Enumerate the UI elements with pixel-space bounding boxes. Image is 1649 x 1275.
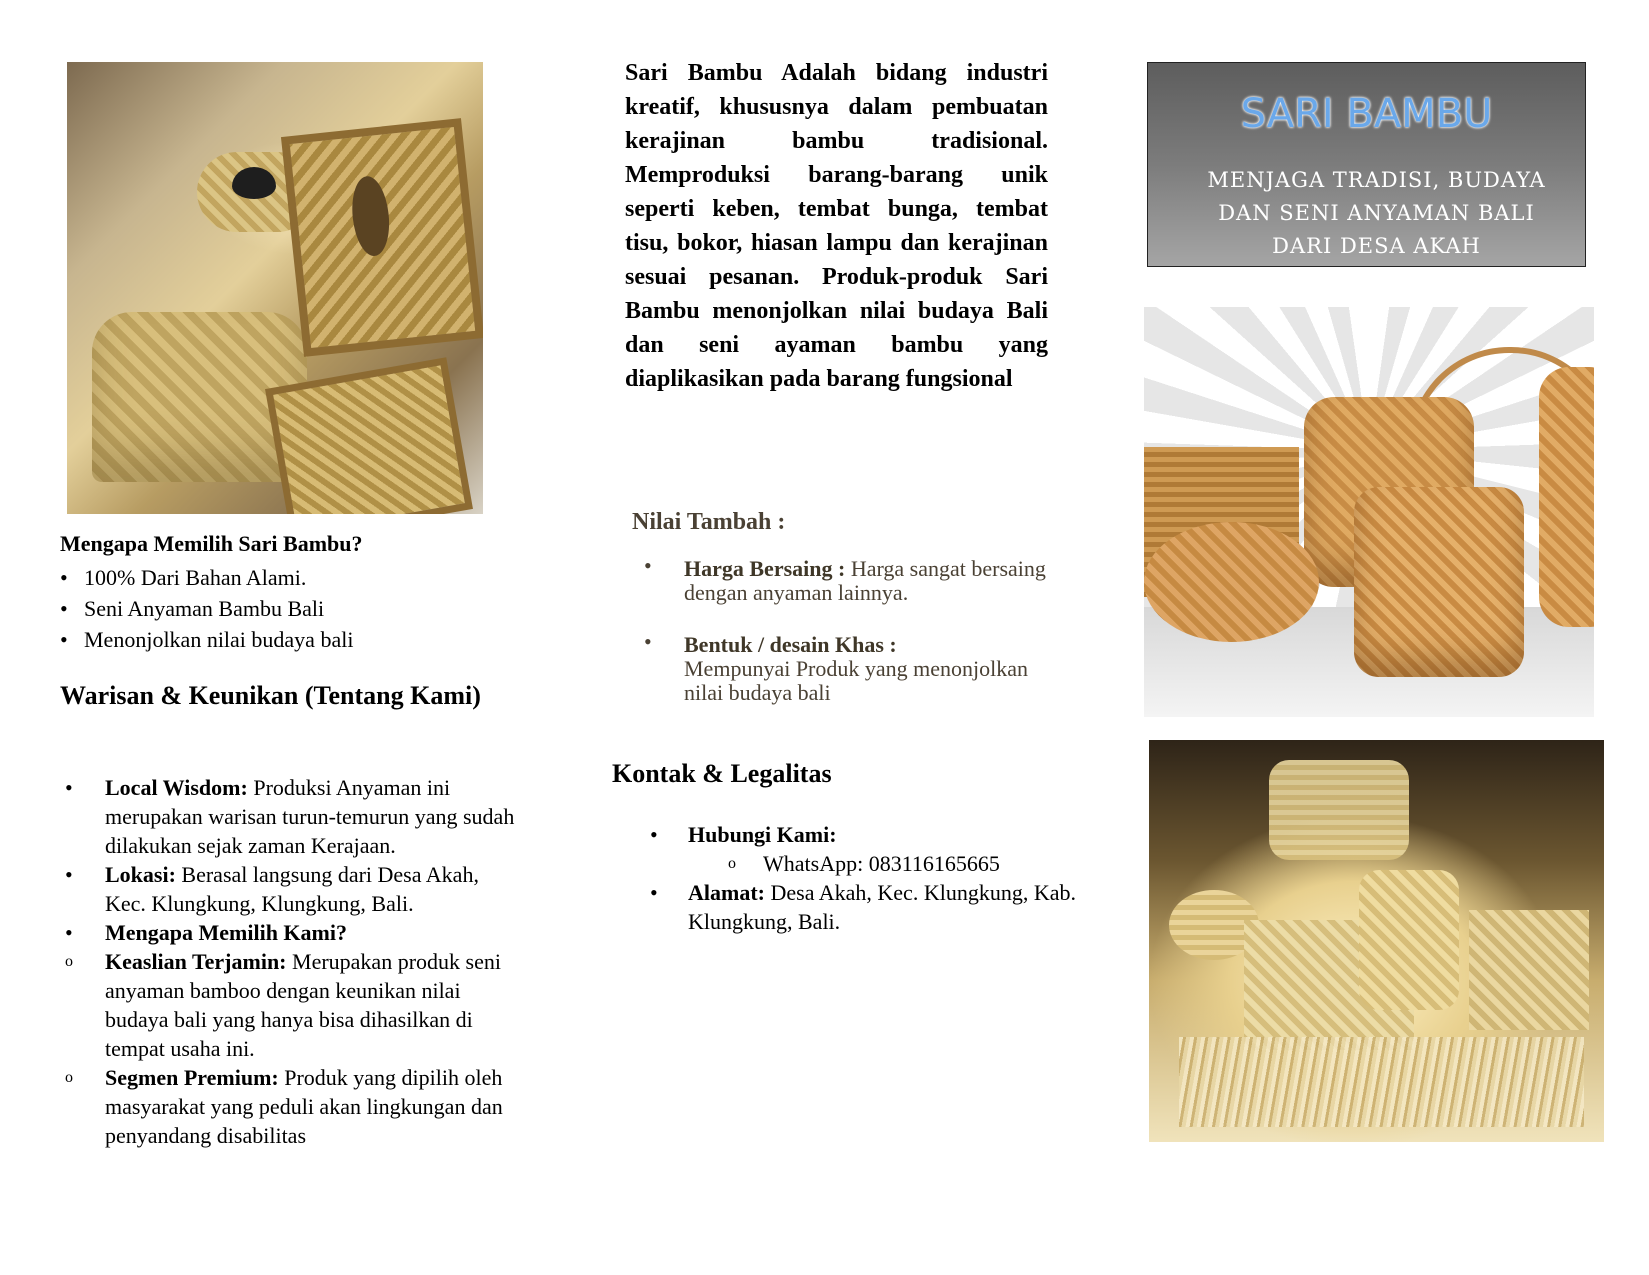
list-item [60,918,520,947]
item-text: Merupakan produk seni anyaman bamboo dengan keunikan nilai budaya bali yang hanya bisa dihasilkan di tempat usaha ini. [105,949,501,1061]
list-item [60,773,520,860]
circle-bullet-icon: o [65,953,73,970]
list-item [640,633,1070,705]
list-item [650,878,1090,936]
contact-list [650,820,1090,936]
item-label: Mengapa Memilih Kami? [105,920,347,945]
bullet-icon [65,860,73,892]
heritage-title: Warisan & Keunikan (Tentang Kami) [60,681,481,710]
item-label: Bentuk / desain Khas : [684,632,897,657]
brand-tagline: MENJAGA TRADISI, BUDAYA DAN SENI ANYAMAN BALI DARI DESA AKAH [1207,168,1546,258]
item-text: Mempunyai Produk yang menonjolkan nilai budaya bali [684,656,1029,705]
why-title: Mengapa Memilih Sari Bambu? [60,531,363,556]
item-label: Keaslian Terjamin: [105,949,287,974]
list-item [60,860,520,918]
alamat-label: Alamat: [688,880,765,905]
item-label: Segmen Premium: [105,1065,279,1090]
bullet-icon [65,918,73,950]
item-text: Berasal langsung dari Desa Akah, Kec. Klungkung, Klungkung, Bali. [105,862,479,916]
intro-paragraph: Sari Bambu Adalah bidang industri kreatif, khususnya dalam pembuatan kerajinan bambu tradisional. Memproduksi barang-barang unik seperti keben, tembat bunga, tembat tisu, bokor, hiasan lampu dan kerajinan sesuai pesanan. Produk-produk Sari Bambu menonjolkan nilai budaya Bali dan seni ayaman bambu yang diaplikasikan pada barang fungsional [625,60,1048,392]
item-text: Produk yang dipilih oleh masyarakat yang peduli akan lingkungan dan penyandang disabilitas [105,1065,503,1148]
item-label: Lokasi: [105,862,176,887]
why-list [60,562,353,655]
heritage-list [60,773,520,1150]
hubungi-label: Hubungi Kami: [688,822,837,847]
bamboo-products-photo-3 [1149,740,1604,1142]
alamat-text: Desa Akah, Kec. Klungkung, Kab. Klungkung, Bali. [688,880,1076,934]
whatsapp-number: o WhatsApp: 083116165665 [650,849,1090,878]
bamboo-products-photo-1 [67,62,483,514]
list-item [60,947,520,1063]
item-label: Local Wisdom: [105,775,248,800]
circle-bullet-icon: o [65,1069,73,1086]
nilai-title: Nilai Tambah : [632,509,786,535]
bullet-icon [65,773,73,805]
contact-title: Kontak & Legalitas [612,759,832,788]
item-label: Harga Bersaing : [684,556,846,581]
brand-title: SARI BAMBU [1240,91,1493,137]
list-item: • 100% Dari Bahan Alami. [60,562,353,593]
nilai-list [640,557,1070,705]
item-text: Produksi Anyaman ini merupakan warisan turun-temurun yang sudah dilakukan sejak zaman Kerajaan. [105,775,515,858]
list-item [60,1063,520,1150]
list-item [640,557,1070,605]
bamboo-products-photo-2 [1144,307,1594,717]
item-text: Harga sangat bersaing dengan anyaman lainnya. [684,556,1046,605]
title-banner [1147,62,1586,267]
list-item [650,820,1090,849]
list-item: • Seni Anyaman Bambu Bali [60,593,353,624]
list-item: • Menonjolkan nilai budaya bali [60,624,353,655]
